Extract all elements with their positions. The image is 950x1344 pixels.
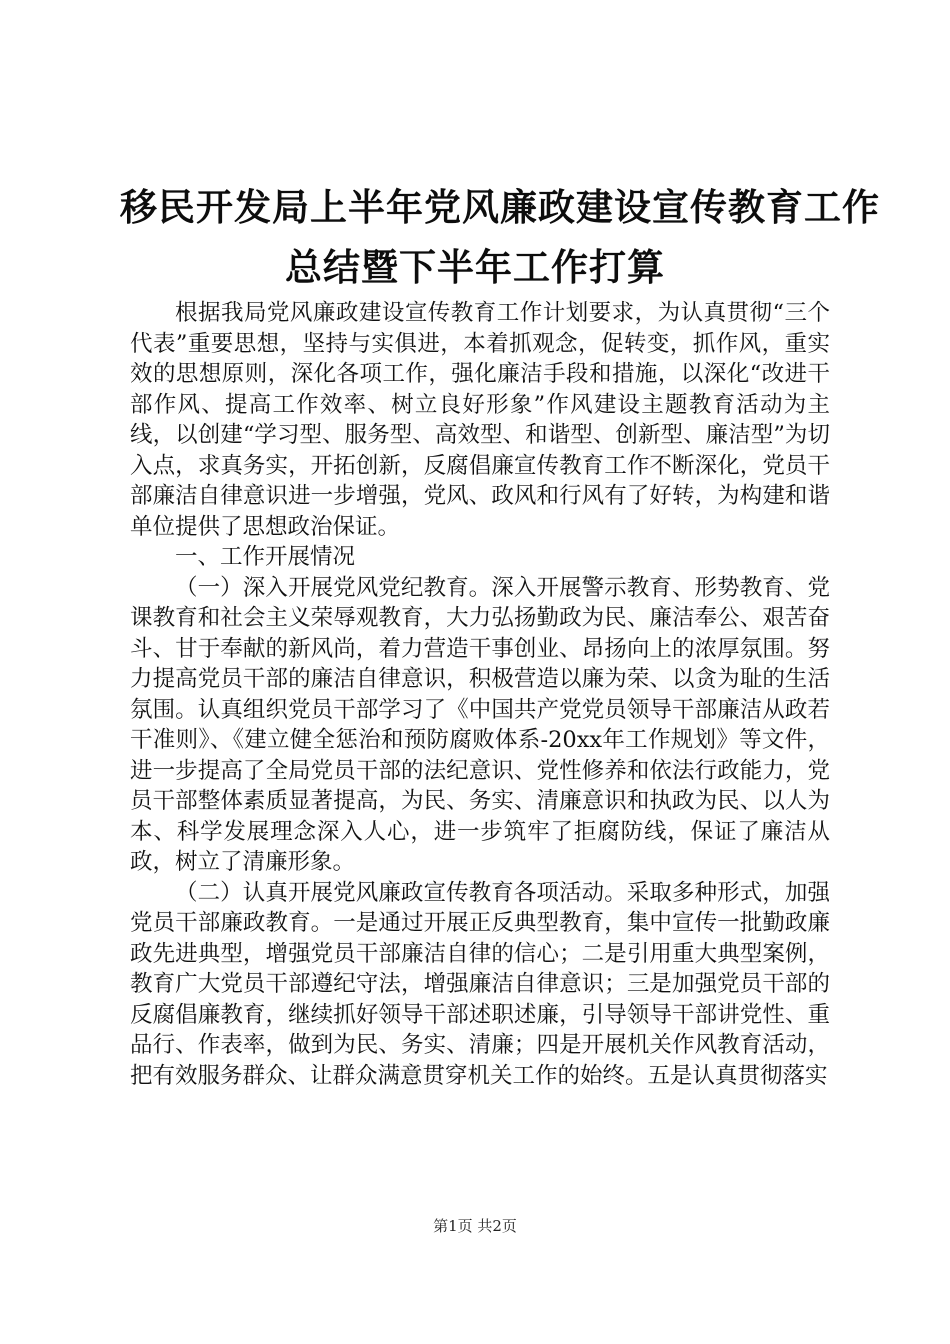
section-heading: 一、工作开展情况: [175, 544, 356, 570]
intro-paragraph: 根据我局党风廉政建设宣传教育工作计划要求，为认真贯彻“三个代表”重要思想，坚持与实俱进，本着抓观念，促转变，抓作风，重实效的思想原则，深化各项工作，强化廉洁手段和措施，以深化“改进干部作风、提高工作效率、树立良好形象”作风建设主题教育活动为主线，以创建“学习型、服务型、高效型、和谐型、创新型、廉洁型”为切入点，求真务实，开拓创新，反腐倡廉宣传教育工作不断深化，党员干部廉洁自律意识进一步增强，党风、政风和行风有了好转，为构建和谐单位提供了思想政治保证。: [130, 300, 830, 540]
body-paragraph-2: （二）认真开展党风廉政宣传教育各项活动。采取多种形式，加强党员干部廉政教育。一是通过开展正反典型教育，集中宣传一批勤政廉政先进典型，增强党员干部廉洁自律的信心；二是引用重大典型案例，教育广大党员干部遵纪守法，增强廉洁自律意识；三是加强党员干部的反腐倡廉教育，继续抓好领导干部述职述廉，引导领导干部讲党性、重品行、作表率，做到为民、务实、清廉；四是开展机关作风教育活动，把有效服务群众、让群众满意贯穿机关工作的始终。五是认真贯彻落实: [130, 879, 830, 1089]
page-number-footer: 第1页 共2页: [433, 1217, 517, 1235]
body-paragraph-1: （一）深入开展党风党纪教育。深入开展警示教育、形势教育、党课教育和社会主义荣辱观教育，大力弘扬勤政为民、廉洁奉公、艰苦奋斗、甘于奉献的新风尚，着力营造干事创业、昂扬向上的浓厚氛围。努力提高党员干部的廉洁自律意识，积极营造以廉为荣、以贪为耻的生活氛围。认真组织党员干部学习了《中国共产党党员领导干部廉洁从政若干准则》、《建立健全惩治和预防腐败体系-20xx年工作规划》等文件，进一步提高了全局党员干部的法纪意识、党性修养和依法行政能力，党员干部整体素质显著提高，为民、务实、清廉意识和执政为民、以人为本、科学发展理念深入人心，进一步筑牢了拒腐防线，保证了廉洁从政，树立了清廉形象。: [130, 574, 830, 875]
document-body: [130, 298, 830, 1091]
document-title-line-1: 移民开发局上半年党风廉政建设宣传教育工作: [120, 186, 880, 229]
document-title-line-2: 总结暨下半年工作打算: [285, 246, 665, 289]
